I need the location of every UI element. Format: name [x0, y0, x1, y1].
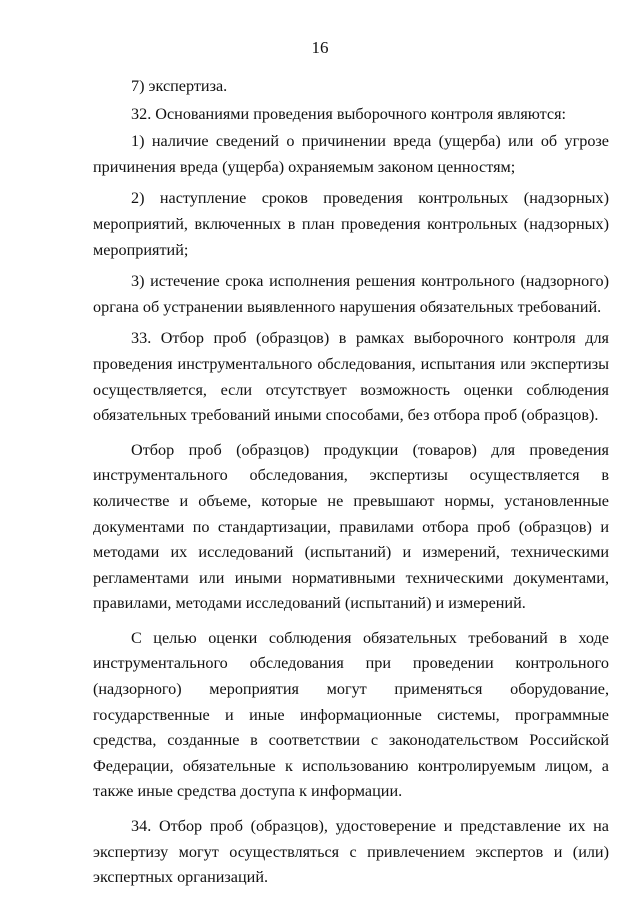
document-body: [93, 74, 609, 891]
paragraph-33-equipment: С целью оценки соблюдения обязательных требований в ходе инструментального обследования при проведении контрольного (надзорного) мероприятия могут применяться оборудование, государственные и иные информационные системы, программные средства, созданные в соответствии с законодательством Российской Федерации, обязательные к использованию контролируемым лицом, а также иные средства доступа к информации.: [93, 628, 609, 801]
page-number: 16: [311, 38, 329, 57]
paragraph-item-7: 7) экспертиза.: [131, 77, 228, 95]
paragraph-32: 32. Основаниями проведения выборочного контроля являются:: [131, 104, 567, 123]
paragraph-32-item-3: 3) истечение срока исполнения решения контрольного (надзорного) органа об устранении выявленного нарушения обязательных требований.: [93, 272, 609, 316]
paragraph-34: 34. Отбор проб (образцов), удостоверение и представление их на экспертизу могут осуществляться с привлечением экспертов и (или) экспертных организаций.: [93, 817, 609, 887]
paragraph-32-item-2: 2) наступление сроков проведения контрольных (надзорных) мероприятий, включенных в план проведения контрольных (надзорных) мероприятий;: [93, 189, 609, 259]
paragraph-32-item-1: 1) наличие сведений о причинении вреда (ущерба) или об угрозе причинения вреда (ущерба) охраняемым законом ценностям;: [93, 132, 609, 176]
paragraph-33: 33. Отбор проб (образцов) в рамках выборочного контроля для проведения инструментального обследования, испытания или экспертизы осуществляется, если отсутствует возможность оценки соблюдения обязательных требований иными способами, без отбора проб (образцов).: [93, 329, 609, 425]
paragraph-33-sampling: Отбор проб (образцов) продукции (товаров) для проведения инструментального обследования, экспертизы осуществляется в количестве и объеме, которые не превышают нормы, установленные документами по стандартизации, правилами отбора проб (образцов) и методами их исследований (испытаний) и измерений, техническими регламентами или иными нормативными техническими документами, правилами, методами исследований (испытаний) и измерений.: [93, 440, 609, 613]
